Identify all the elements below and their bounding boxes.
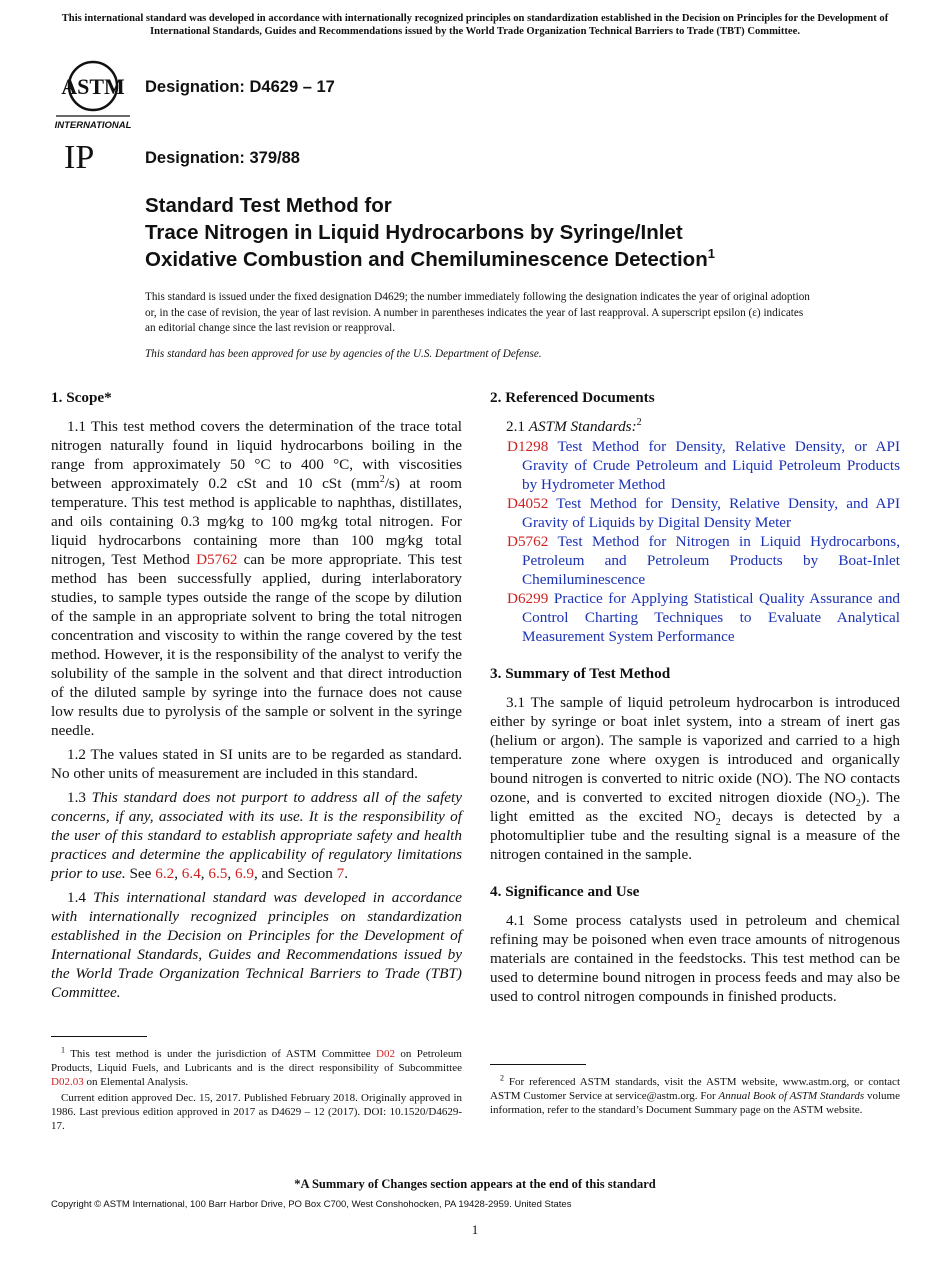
intro-text: This standard is issued under the fixed designation D4629; the number immediately following the designation indicates the year of original adoption or, in the case of revision, the year of last revision. A number in parentheses indicates the year of last reapproval. A superscript epsilon (ε) indicates an editorial change since the last revision or reapproval.: [145, 291, 810, 334]
designation-ip: Designation: 379/88: [145, 149, 300, 167]
left-column: [51, 388, 462, 1007]
ref-item-d6299[interactable]: [490, 589, 900, 646]
ref-title[interactable]: Practice for Applying Statistical Quality Assurance and Control Charting Techniques to Evaluate Analytical Measurement System Performance: [522, 590, 901, 645]
summary-para-3-1: [490, 693, 900, 864]
scope-para-1-3: [51, 788, 462, 883]
footnote-1-text-c: on Elemental Analysis.: [83, 1076, 189, 1088]
scope-para-1-2: 1.2 The values stated in SI units are to be regarded as standard. No other units of measurement are included in this standard.: [51, 746, 462, 782]
title-line-3-text: Oxidative Combustion and Chemiluminescence Detection: [145, 248, 708, 271]
link-section-6-2[interactable]: 6.2: [155, 865, 175, 882]
astm-logo-subtext: INTERNATIONAL: [54, 120, 132, 130]
referenced-subheading: [490, 417, 900, 436]
title-line-3: [145, 246, 905, 273]
link-section-6-9[interactable]: 6.9: [234, 865, 254, 882]
summary-heading: 3. Summary of Test Method: [490, 665, 671, 682]
link-subcommittee-d02-03[interactable]: D02.03: [51, 1076, 84, 1088]
footnote-1: [51, 1047, 462, 1133]
document-title: [145, 192, 905, 273]
scope-1-4-italic: This international standard was developed in accordance with internationally recognized principles on standardization established in the Decision on Principles for the Development of International Standards, Guides and Recommendations issued by the World Trade Organization Technical Barriers to Trade (TBT) Committee.: [51, 889, 463, 1001]
title-footnote-marker: 1: [707, 246, 715, 262]
footnote-2-text-b: volume information, refer to the standard’s Document Summary page on the ASTM website.: [490, 1090, 900, 1116]
scope-1-1-text-c: can be more appropriate. This test method has been successfully applied, during interlaboratory studies, to sample types outside the range of the scope by dilution of the sample in an appropriate solvent to bring the total nitrogen concentration and viscosity to within the range covered by the test method. However, it is the responsibility of the analyst to verify the solubility of the sample in the solvent and that direct introduction of the diluted sample by syringe into the furnace does not cause low results due to pyrolysis of the sample or solvent in the syringe needle.: [51, 551, 463, 739]
scope-1-1-text-b: /s) at room temperature. This test method is applicable to naphthas, distillates, and oils containing 0.3 mg⁄kg to 100 mg⁄kg total nitrogen. For liquid hydrocarbons containing more than 100 mg⁄kg total nitrogen, Test Method: [51, 475, 462, 568]
link-section-7[interactable]: 7: [336, 865, 345, 882]
astm-logo-text: ASTM: [61, 74, 125, 99]
ref-code[interactable]: D1298: [507, 438, 549, 455]
scope-1-3-see: See: [125, 865, 156, 882]
referenced-sub-sup: 2: [636, 416, 642, 428]
summary-text-a: 3.1 The sample of liquid petroleum hydrocarbon is introduced either by syringe or boat inlet system, into a stream of inert gas (helium or argon). The sample is vaporized and carried to a high temperature zone where oxygen is introduced and organically bound nitrogen is converted to nitric oxide (NO). The NO contacts ozone, and is converted to excited nitrogen dioxide (NO: [490, 694, 900, 806]
ref-code[interactable]: D5762: [507, 533, 549, 550]
summary-sub-2: 2: [715, 817, 721, 829]
ref-title[interactable]: Test Method for Nitrogen in Liquid Hydrocarbons, Petroleum and Petroleum Products by Boat-Inlet Chemiluminescence: [522, 533, 900, 588]
intro-approved: This standard has been approved for use by agencies of the U.S. Department of Defense.: [145, 347, 542, 360]
copyright-line: Copyright © ASTM International, 100 Barr Harbor Drive, PO Box C700, West Conshohocken, PA 19428-2959. United States: [51, 1199, 572, 1210]
footnote-2-text-a: For referenced ASTM standards, visit the ASTM website, www.astm.org, or contact ASTM Customer Service at service@astm.org. For: [490, 1076, 900, 1102]
scope-1-3-end: .: [344, 865, 348, 882]
footnote-2-block: [490, 1064, 900, 1119]
scope-1-4-num: 1.4: [67, 889, 94, 906]
right-column: [490, 388, 900, 1011]
referenced-sub-label: ASTM Standards:: [528, 418, 637, 435]
scope-1-1-text-a: 1.1 This test method covers the determination of the trace total nitrogen naturally found in liquid hydrocarbons boiling in the range from approximately 50 °C to 400 °C, with viscosities between approximately 0.2 cSt and 10 cSt (mm: [51, 418, 462, 492]
ref-title[interactable]: Test Method for Density, Relative Density, and API Gravity of Liquids by Digital Density Meter: [522, 495, 900, 531]
title-line-1: Standard Test Method for: [145, 194, 392, 217]
scope-1-3-sep-1: ,: [174, 865, 182, 882]
footnote-1-block: [51, 1036, 462, 1135]
summary-of-changes-note: *A Summary of Changes section appears at the end of this standard: [294, 1177, 656, 1191]
scope-1-1-sup: 2: [379, 473, 385, 485]
referenced-heading: 2. Referenced Documents: [490, 389, 655, 406]
link-d5762[interactable]: D5762: [196, 551, 238, 568]
ref-title[interactable]: Test Method for Density, Relative Density, or API Gravity of Crude Petroleum and Liquid Petroleum Products by Hydrometer Method: [522, 438, 900, 493]
scope-1-3-sep-2: ,: [200, 865, 209, 882]
footnote-1-jurisdiction: [51, 1047, 462, 1089]
significance-para-4-1: 4.1 Some process catalysts used in petroleum and chemical refining may be poisoned when even trace amounts of nitrogenous materials are contained in the feedstocks. This test method can be used to determine bound nitrogen in process feeds and may also be used to control nitrogen compounds in finished products.: [490, 912, 900, 1005]
scope-para-1-4: [51, 888, 462, 1002]
footnote-2-italic: Annual Book of ASTM Standards: [718, 1090, 865, 1102]
footnote-1-edition: Current edition approved Dec. 15, 2017. Published February 2018. Originally approved in 1986. Last previous edition approved in 2017 as D4629 – 12 (2017). DOI: 10.1520/D4629-17.: [51, 1092, 462, 1132]
footnote-1-text-a: This test method is under the jurisdiction of ASTM Committee: [65, 1048, 377, 1060]
summary-text-b: ). The light emitted as the excited NO: [490, 789, 900, 825]
ref-item-d1298[interactable]: [490, 437, 900, 494]
ip-logo: [60, 138, 110, 174]
footnote-rule-left: [51, 1036, 147, 1037]
ref-item-d4052[interactable]: [490, 494, 900, 532]
ip-logo-text: IP: [64, 139, 95, 174]
astm-logo-mark: [52, 58, 134, 130]
significance-heading: 4. Significance and Use: [490, 883, 640, 900]
scope-1-3-sep-3: ,: [227, 865, 235, 882]
ref-code[interactable]: D4052: [507, 495, 549, 512]
footnote-2-marker: 2: [500, 1073, 504, 1083]
link-committee-d02[interactable]: D02: [376, 1048, 395, 1060]
referenced-sub-num: 2.1: [506, 418, 529, 435]
link-section-6-5[interactable]: 6.5: [208, 865, 228, 882]
ref-code[interactable]: D6299: [507, 590, 549, 607]
ref-item-d5762[interactable]: [490, 532, 900, 589]
summary-sub-1: 2: [855, 798, 861, 810]
designation-astm: Designation: D4629 – 17: [145, 78, 335, 96]
scope-1-3-num: 1.3: [67, 789, 92, 806]
scope-heading: 1. Scope*: [51, 389, 112, 406]
summary-text-c: decays is detected by a photomultiplier tube and the resulting signal is a measure of the nitrogen contained in the sample.: [490, 808, 900, 863]
ip-logo-mark: [60, 138, 110, 174]
scope-para-1-1: [51, 417, 462, 740]
top-notice: This international standard was developed in accordance with internationally recognized principles on standardization established in the Decision on Principles for the Development of International Standards, Guides and Recommendations issued by the World Trade Organization Technical Barriers to Trade (TBT) Committee.: [61, 13, 889, 37]
title-line-2: Trace Nitrogen in Liquid Hydrocarbons by Syringe/Inlet: [145, 221, 683, 244]
footnote-1-text-b: on Petroleum Products, Liquid Fuels, and Lubricants and is the direct responsibility of Subcommittee: [51, 1048, 462, 1074]
footnote-rule-right: [490, 1064, 586, 1065]
scope-1-3-and: , and Section: [253, 865, 337, 882]
footnote-2-text: [490, 1075, 900, 1117]
intro-block: [145, 290, 815, 362]
link-section-6-4[interactable]: 6.4: [181, 865, 201, 882]
astm-logo: [52, 58, 134, 130]
footnote-1-marker: 1: [61, 1045, 65, 1055]
footnote-2: [490, 1075, 900, 1117]
scope-1-3-italic: This standard does not purport to address all of the safety concerns, if any, associated with its use. It is the responsibility of the user of this standard to establish appropriate safety and health practices and determine the applicability of regulatory limitations prior to use.: [51, 789, 463, 882]
page-number: 1: [471, 1222, 479, 1237]
